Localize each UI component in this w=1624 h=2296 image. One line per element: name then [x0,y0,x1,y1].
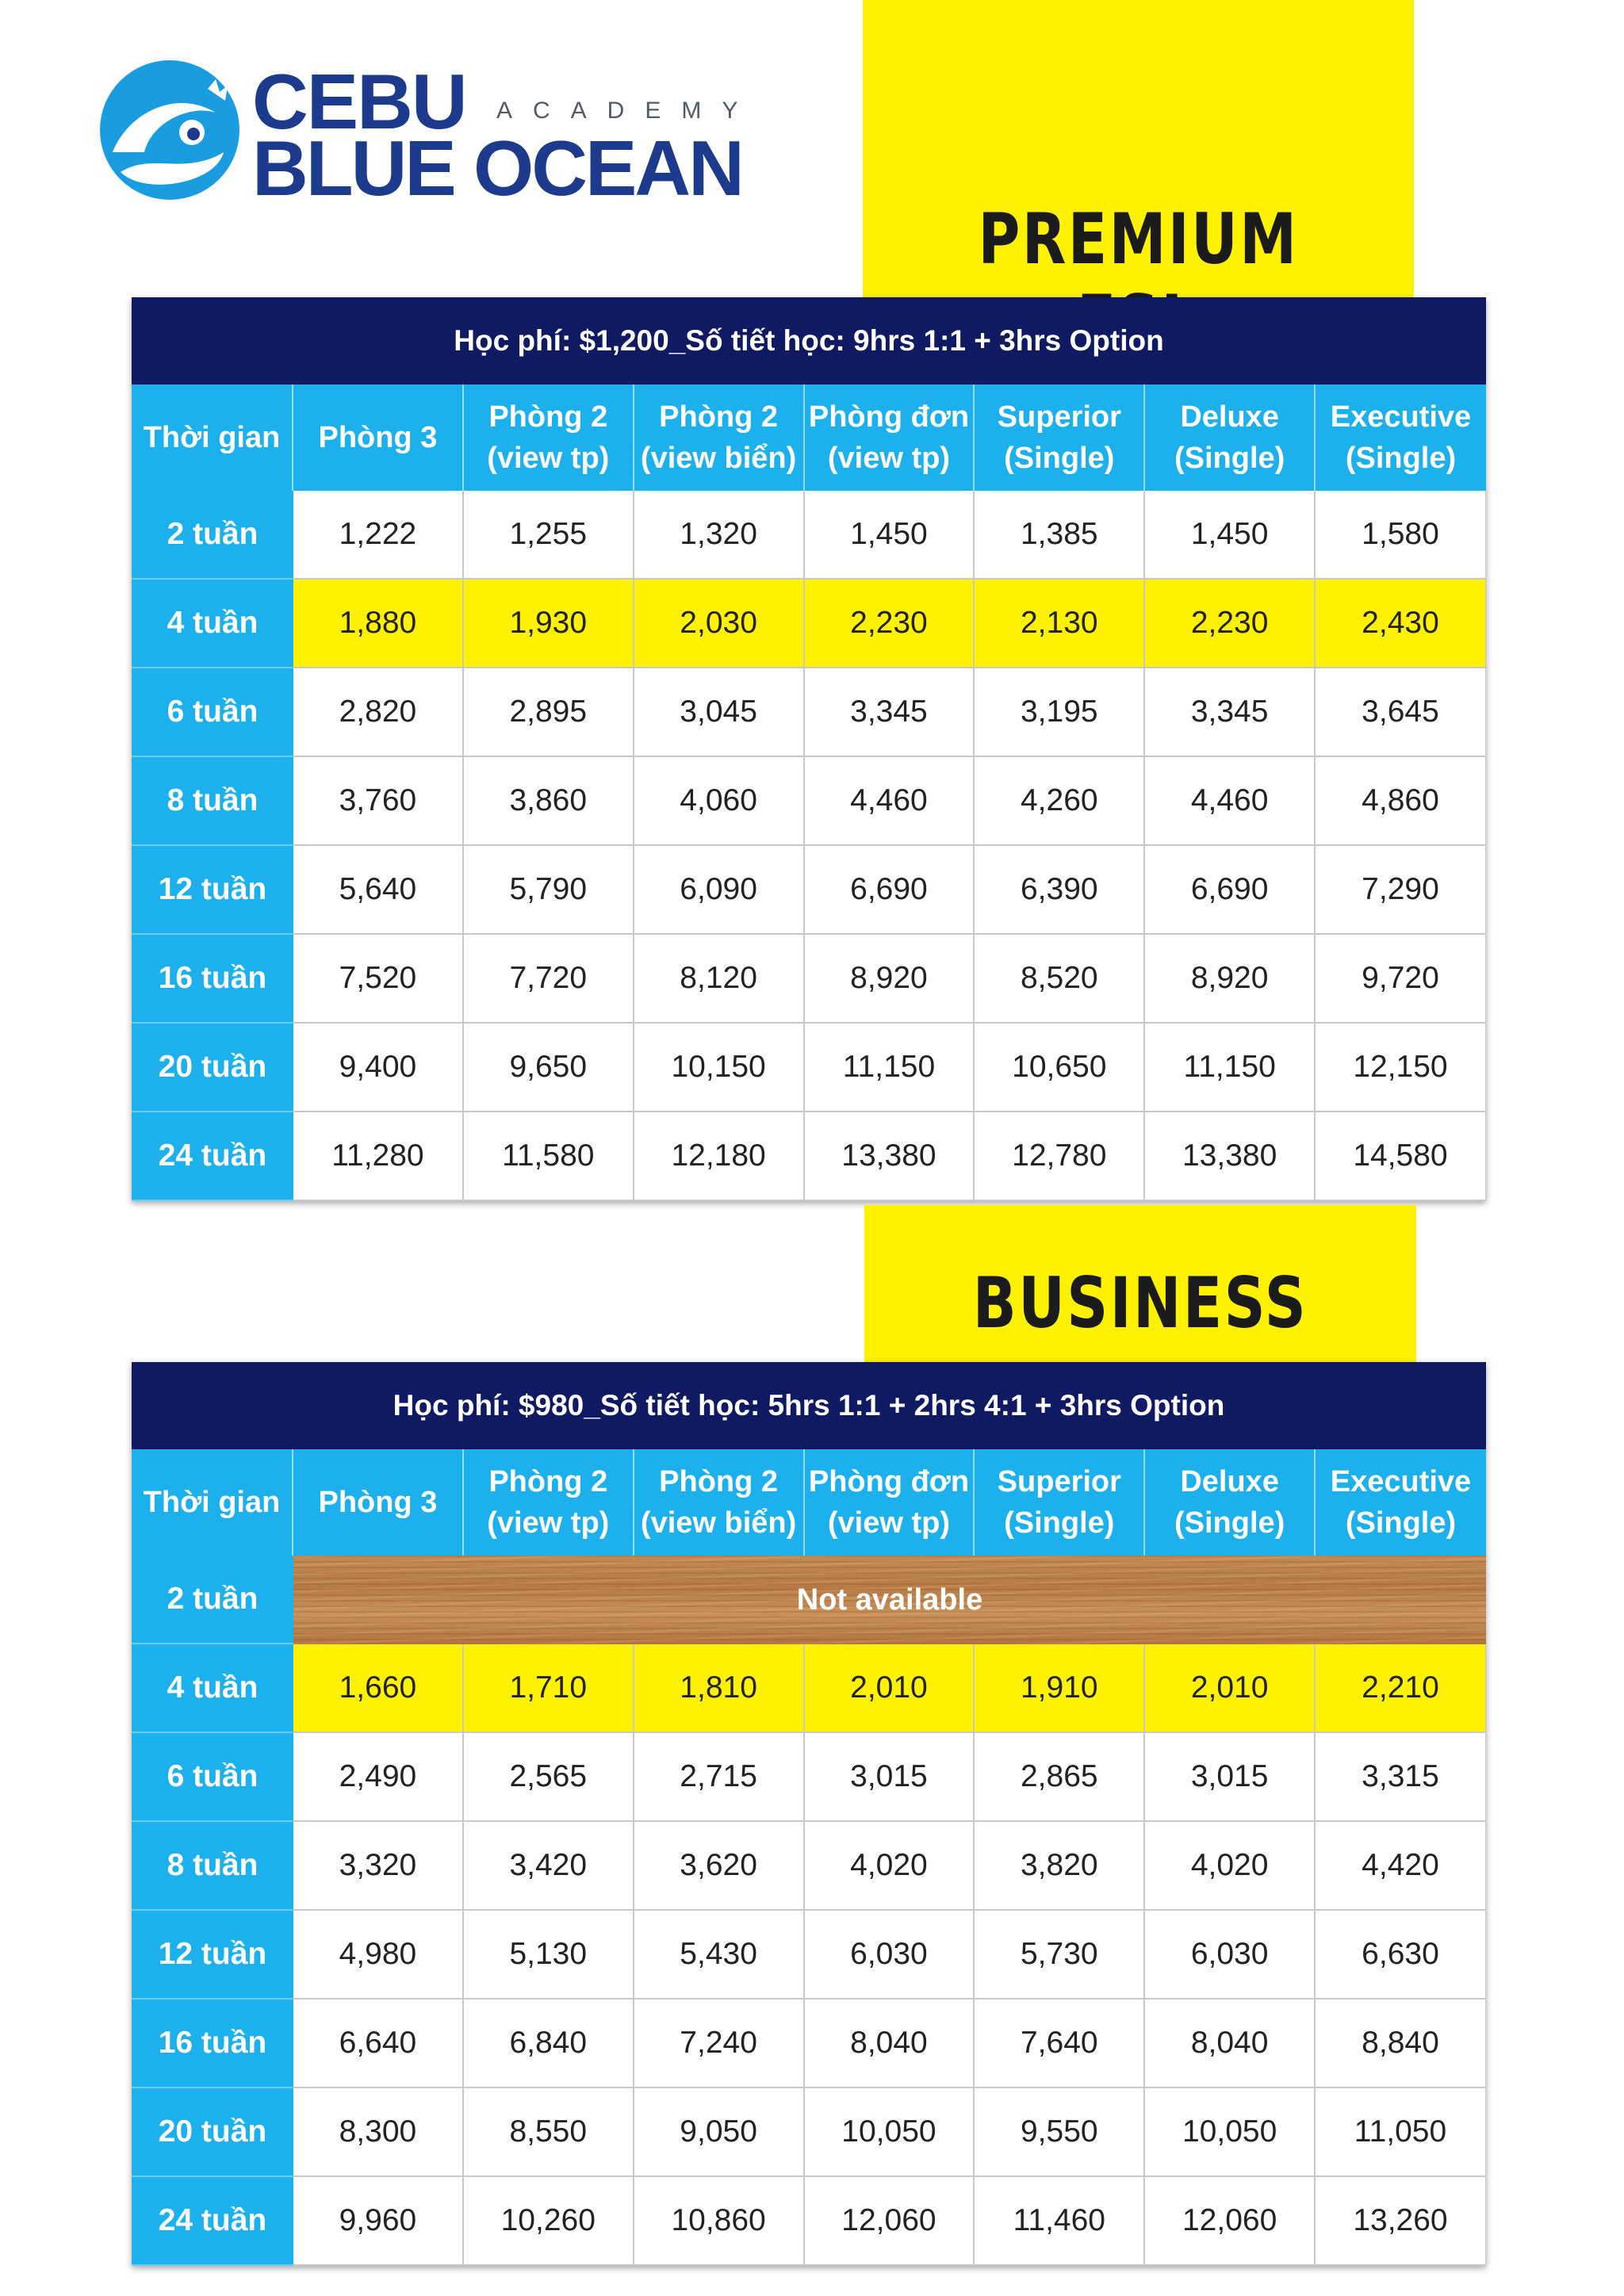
brand-name-line2: BLUE OCEAN [252,124,742,212]
business-price-table [132,1362,1486,2266]
table-row [132,668,1486,757]
price-cell: 2,565 [464,1733,634,1822]
header-room-3: Phòng 3 [293,385,464,491]
brand-academy: ACADEMY [496,98,759,124]
price-cell: 7,720 [464,935,634,1024]
price-cell: 5,130 [464,1911,634,1999]
price-cell: 1,385 [975,491,1145,580]
duration-cell: 2 tuần [132,491,293,580]
price-cell: 1,580 [1316,491,1486,580]
price-cell: 9,550 [975,2088,1145,2177]
price-cell: 4,020 [805,1822,975,1911]
duration-cell: 8 tuần [132,1822,293,1911]
price-cell: 1,880 [293,580,464,668]
business-banner [864,1205,1416,1364]
price-cell: 10,150 [634,1024,805,1112]
price-cell: 1,910 [975,1644,1145,1733]
price-cell: 9,960 [293,2177,464,2266]
price-cell: 3,760 [293,757,464,846]
duration-cell: 12 tuần [132,1911,293,1999]
duration-cell: 24 tuần [132,1112,293,1201]
duration-cell: 16 tuần [132,1999,293,2088]
table-row [132,935,1486,1024]
price-cell: 6,840 [464,1999,634,2088]
not-available-cell: Not available [293,1556,1486,1644]
price-cell: 3,315 [1316,1733,1486,1822]
price-cell: 1,710 [464,1644,634,1733]
price-cell: 14,580 [1316,1112,1486,1201]
price-cell: 6,690 [805,846,975,935]
price-cell: 6,090 [634,846,805,935]
table-row [132,1556,1486,1644]
business-table-body [132,1644,1486,2266]
header-room-2-sea: Phòng 2 (view biển) [634,1449,805,1556]
price-cell: 3,420 [464,1822,634,1911]
price-cell: 10,260 [464,2177,634,2266]
price-cell: 4,460 [1145,757,1316,846]
price-cell: 3,320 [293,1822,464,1911]
table-row [132,1644,1486,1733]
brand-name-line1: CEBU [252,58,466,145]
premium-title: PREMIUM [978,198,1299,280]
price-cell: 7,640 [975,1999,1145,2088]
price-cell: 2,865 [975,1733,1145,1822]
price-cell: 8,300 [293,2088,464,2177]
table-row [132,2177,1486,2266]
price-cell: 11,150 [1145,1024,1316,1112]
premium-banner [863,0,1414,297]
price-cell: 4,020 [1145,1822,1316,1911]
price-cell: 12,060 [1145,2177,1316,2266]
header-room-2-city: Phòng 2 (view tp) [464,385,634,491]
header-duration: Thời gian [132,385,293,491]
price-cell: 1,320 [634,491,805,580]
price-cell: 6,640 [293,1999,464,2088]
price-cell: 1,660 [293,1644,464,1733]
duration-cell: 20 tuần [132,2088,293,2177]
premium-table-body [132,491,1486,1201]
table-row [132,1822,1486,1911]
price-cell: 9,720 [1316,935,1486,1024]
price-cell: 11,580 [464,1112,634,1201]
price-cell: 8,520 [975,935,1145,1024]
price-cell: 1,450 [1145,491,1316,580]
duration-cell: 2 tuần [132,1556,293,1644]
brand-logo [97,55,810,214]
premium-fee-bar: Học phí: $1,200_Số tiết học: 9hrs 1:1 + 3hrs Option [132,297,1486,385]
price-cell: 4,060 [634,757,805,846]
price-cell: 4,980 [293,1911,464,1999]
price-cell: 10,650 [975,1024,1145,1112]
price-cell: 11,150 [805,1024,975,1112]
table-row [132,1911,1486,1999]
duration-cell: 12 tuần [132,846,293,935]
price-cell: 11,460 [975,2177,1145,2266]
header-room-2-city: Phòng 2 (view tp) [464,1449,634,1556]
price-cell: 5,790 [464,846,634,935]
duration-cell: 6 tuần [132,1733,293,1822]
table-row [132,1999,1486,2088]
header-duration: Thời gian [132,1449,293,1556]
duration-cell: 24 tuần [132,2177,293,2266]
table-row [132,1024,1486,1112]
price-cell: 1,450 [805,491,975,580]
header-deluxe: Deluxe (Single) [1145,385,1316,491]
business-title: BUSINESS [972,1262,1308,1344]
price-cell: 3,345 [1145,668,1316,757]
price-cell: 1,255 [464,491,634,580]
price-cell: 4,260 [975,757,1145,846]
price-cell: 8,550 [464,2088,634,2177]
price-cell: 5,640 [293,846,464,935]
table-row [132,580,1486,668]
price-cell: 1,222 [293,491,464,580]
duration-cell: 4 tuần [132,580,293,668]
price-cell: 12,150 [1316,1024,1486,1112]
price-cell: 5,730 [975,1911,1145,1999]
price-cell: 10,050 [1145,2088,1316,2177]
price-cell: 3,345 [805,668,975,757]
price-cell: 9,650 [464,1024,634,1112]
price-cell: 2,230 [1145,580,1316,668]
price-cell: 7,290 [1316,846,1486,935]
header-single-city: Phòng đơn (view tp) [805,385,975,491]
price-cell: 10,050 [805,2088,975,2177]
header-deluxe: Deluxe (Single) [1145,1449,1316,1556]
price-cell: 12,180 [634,1112,805,1201]
price-cell: 2,030 [634,580,805,668]
header-executive: Executive (Single) [1330,400,1472,475]
table-row [132,1733,1486,1822]
price-cell: 8,920 [805,935,975,1024]
price-cell: 8,040 [1145,1999,1316,2088]
price-cell: 4,460 [805,757,975,846]
price-cell: 12,780 [975,1112,1145,1201]
price-cell: 2,820 [293,668,464,757]
price-cell: 8,040 [805,1999,975,2088]
price-cell: 2,130 [975,580,1145,668]
price-cell: 5,430 [634,1911,805,1999]
header-single-city: Phòng đơn (view tp) [805,1449,975,1556]
price-cell: 6,630 [1316,1911,1486,1999]
table-row [132,846,1486,935]
price-cell: 3,195 [975,668,1145,757]
price-cell: 4,860 [1316,757,1486,846]
price-cell: 9,050 [634,2088,805,2177]
price-cell: 2,895 [464,668,634,757]
price-cell: 2,490 [293,1733,464,1822]
price-cell: 7,240 [634,1999,805,2088]
price-cell: 6,030 [805,1911,975,1999]
price-cell: 13,260 [1316,2177,1486,2266]
price-cell: 10,860 [634,2177,805,2266]
price-cell: 2,010 [1145,1644,1316,1733]
premium-price-table [132,297,1486,1201]
price-cell: 8,920 [1145,935,1316,1024]
duration-cell: 16 tuần [132,935,293,1024]
duration-cell: 8 tuần [132,757,293,846]
duration-cell: 4 tuần [132,1644,293,1733]
price-cell: 1,810 [634,1644,805,1733]
price-cell: 3,015 [1145,1733,1316,1822]
price-cell: 2,210 [1316,1644,1486,1733]
business-header-row [132,1449,1486,1556]
price-cell: 9,400 [293,1024,464,1112]
price-cell: 2,430 [1316,580,1486,668]
price-cell: 8,120 [634,935,805,1024]
price-cell: 13,380 [1145,1112,1316,1201]
price-cell: 2,010 [805,1644,975,1733]
price-cell: 11,050 [1316,2088,1486,2177]
header-room-3: Phòng 3 [293,1449,464,1556]
price-cell: 1,930 [464,580,634,668]
price-cell: 3,620 [634,1822,805,1911]
table-row [132,757,1486,846]
price-cell: 7,520 [293,935,464,1024]
price-cell: 3,045 [634,668,805,757]
table-row [132,2088,1486,2177]
header-room-2-sea: Phòng 2 (view biển) [634,385,805,491]
price-cell: 11,280 [293,1112,464,1201]
price-cell: 2,230 [805,580,975,668]
price-cell: 8,840 [1316,1999,1486,2088]
price-cell: 12,060 [805,2177,975,2266]
price-cell: 2,715 [634,1733,805,1822]
price-cell: 3,860 [464,757,634,846]
price-cell: 13,380 [805,1112,975,1201]
header-superior: Superior (Single) [975,1449,1145,1556]
price-cell: 4,420 [1316,1822,1486,1911]
price-cell: 3,645 [1316,668,1486,757]
header-superior: Superior (Single) [975,385,1145,491]
table-row [132,491,1486,580]
header-executive: Executive (Single) [1330,1465,1472,1540]
price-cell: 6,030 [1145,1911,1316,1999]
business-fee-bar: Học phí: $980_Số tiết học: 5hrs 1:1 + 2hrs 4:1 + 3hrs Option [132,1362,1486,1449]
price-cell: 3,015 [805,1733,975,1822]
price-cell: 3,820 [975,1822,1145,1911]
table-row [132,1112,1486,1201]
duration-cell: 6 tuần [132,668,293,757]
wave-logo-icon [97,57,243,203]
premium-header-row [132,385,1486,491]
price-cell: 6,690 [1145,846,1316,935]
duration-cell: 20 tuần [132,1024,293,1112]
price-cell: 6,390 [975,846,1145,935]
